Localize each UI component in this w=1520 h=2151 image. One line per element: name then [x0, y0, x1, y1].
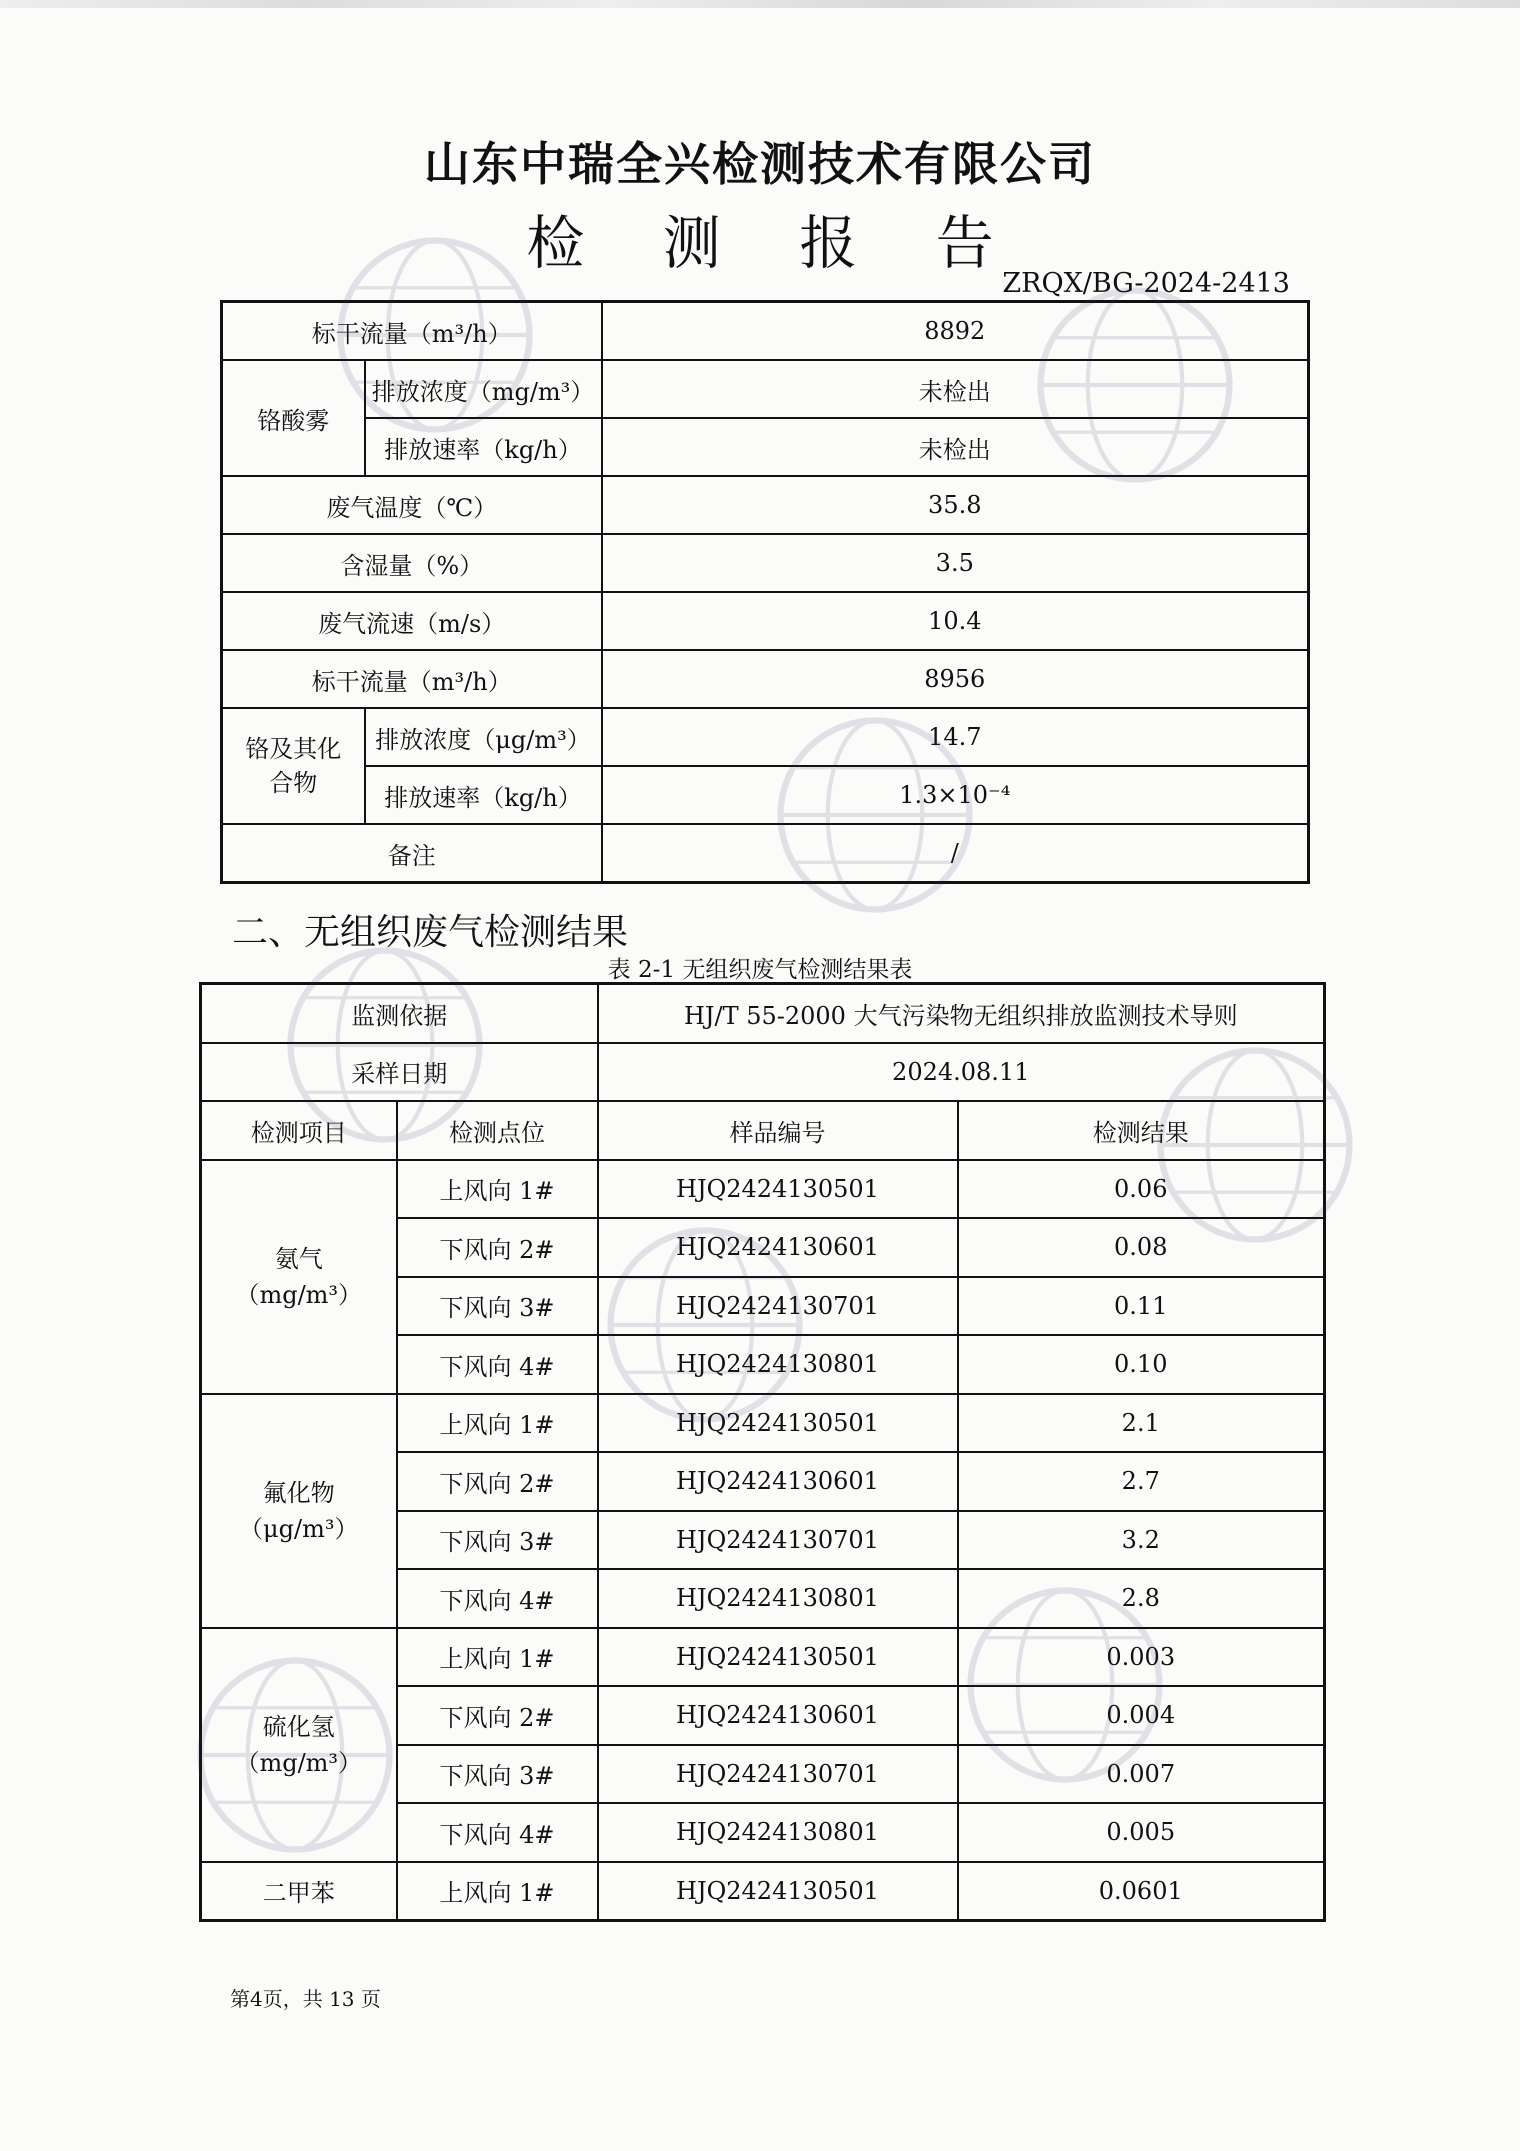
table-row [222, 534, 1309, 592]
sample-id-cell: HJQ2424130801 [598, 1803, 958, 1862]
table-row [222, 476, 1309, 534]
table-row [222, 418, 1309, 476]
sample-id-cell: HJQ2424130801 [598, 1569, 958, 1628]
result-cell: 0.11 [958, 1277, 1325, 1336]
result-cell: 0.005 [958, 1803, 1325, 1862]
table-row [222, 824, 1309, 883]
item-unit: （mg/m³） [235, 1748, 363, 1777]
param-value: 35.8 [602, 476, 1309, 534]
item-unit: （μg/m³） [239, 1514, 359, 1543]
result-cell: 2.1 [958, 1394, 1325, 1453]
item-name: 氟化物 [262, 1478, 335, 1507]
table-caption: 表 2-1 无组织废气检测结果表 [607, 957, 913, 983]
column-header: 样品编号 [598, 1101, 958, 1160]
fugitive-results-table [199, 982, 1326, 1922]
basis-label: 监测依据 [201, 984, 598, 1043]
sample-id-cell: HJQ2424130601 [598, 1686, 958, 1745]
point-cell: 下风向 4# [397, 1569, 598, 1628]
column-header: 检测点位 [397, 1101, 598, 1160]
table-row [201, 1628, 1325, 1687]
result-cell: 0.004 [958, 1686, 1325, 1745]
table-row [201, 1394, 1325, 1453]
param-label: 排放速率（kg/h） [365, 418, 602, 476]
point-cell: 下风向 2# [397, 1218, 598, 1277]
table-row [222, 766, 1309, 824]
point-cell: 上风向 1# [397, 1160, 598, 1219]
table-row [222, 302, 1309, 361]
item-cell [201, 1394, 397, 1628]
param-value: 3.5 [602, 534, 1309, 592]
sample-id-cell: HJQ2424130601 [598, 1218, 958, 1277]
point-cell: 下风向 4# [397, 1335, 598, 1394]
sample-id-cell: HJQ2424130501 [598, 1394, 958, 1453]
result-cell: 0.10 [958, 1335, 1325, 1394]
item-cell [201, 1628, 397, 1862]
table-row [222, 592, 1309, 650]
table-row [201, 984, 1325, 1043]
remarks-label: 备注 [222, 824, 602, 883]
item-name: 硫化氢 [262, 1712, 335, 1741]
param-value: 1.3×10⁻⁴ [602, 766, 1309, 824]
param-value: 未检出 [602, 360, 1309, 418]
item-cell: 二甲苯 [201, 1862, 397, 1921]
result-cell: 2.8 [958, 1569, 1325, 1628]
table-row [222, 708, 1309, 766]
section-heading: 二、无组织废气检测结果 [232, 912, 629, 953]
page-number: 第4页，共 13 页 [230, 1987, 381, 2011]
exhaust-params-table [220, 300, 1310, 884]
sample-id-cell: HJQ2424130701 [598, 1277, 958, 1336]
point-cell: 上风向 1# [397, 1394, 598, 1453]
point-cell: 下风向 3# [397, 1277, 598, 1336]
sample-id-cell: HJQ2424130801 [598, 1335, 958, 1394]
column-header: 检测结果 [958, 1101, 1325, 1160]
date-label: 采样日期 [201, 1043, 598, 1102]
item-unit: （mg/m³） [235, 1280, 363, 1309]
column-header: 检测项目 [201, 1101, 397, 1160]
sample-id-cell: HJQ2424130701 [598, 1511, 958, 1570]
table-row [201, 1160, 1325, 1219]
param-value: 8892 [602, 302, 1309, 361]
result-cell: 0.003 [958, 1628, 1325, 1687]
param-value: 10.4 [602, 592, 1309, 650]
param-label: 标干流量（m³/h） [222, 650, 602, 708]
date-value: 2024.08.11 [598, 1043, 1325, 1102]
company-name: 山东中瑞全兴检测技术有限公司 [424, 137, 1096, 191]
sample-id-cell: HJQ2424130501 [598, 1160, 958, 1219]
result-cell: 0.007 [958, 1745, 1325, 1804]
table-row [201, 1862, 1325, 1921]
point-cell: 上风向 1# [397, 1628, 598, 1687]
report-number: ZRQX/BG-2024-2413 [1002, 268, 1290, 299]
table-row [201, 1043, 1325, 1102]
sample-id-cell: HJQ2424130601 [598, 1452, 958, 1511]
param-value: 14.7 [602, 708, 1309, 766]
sample-id-cell: HJQ2424130501 [598, 1862, 958, 1921]
table-header-row [201, 1101, 1325, 1160]
param-value: 未检出 [602, 418, 1309, 476]
sample-id-cell: HJQ2424130701 [598, 1745, 958, 1804]
point-cell: 下风向 2# [397, 1452, 598, 1511]
sample-id-cell: HJQ2424130501 [598, 1628, 958, 1687]
param-label: 标干流量（m³/h） [222, 302, 602, 361]
basis-value: HJ/T 55-2000 大气污染物无组织排放监测技术导则 [598, 984, 1325, 1043]
result-cell: 3.2 [958, 1511, 1325, 1570]
point-cell: 下风向 2# [397, 1686, 598, 1745]
param-label: 废气流速（m/s） [222, 592, 602, 650]
param-value: 8956 [602, 650, 1309, 708]
result-cell: 0.06 [958, 1160, 1325, 1219]
pollutant-group: 铬及其化合物 [222, 708, 365, 824]
table-row [222, 360, 1309, 418]
report-title: 检 测 报 告 [526, 209, 1024, 277]
point-cell: 上风向 1# [397, 1862, 598, 1921]
result-cell: 2.7 [958, 1452, 1325, 1511]
param-label: 排放浓度（mg/m³） [365, 360, 602, 418]
point-cell: 下风向 3# [397, 1745, 598, 1804]
point-cell: 下风向 4# [397, 1803, 598, 1862]
scan-edge [0, 0, 1520, 8]
table-row [222, 650, 1309, 708]
param-label: 含湿量（%） [222, 534, 602, 592]
param-label: 排放浓度（μg/m³） [365, 708, 602, 766]
result-cell: 0.0601 [958, 1862, 1325, 1921]
item-name: 氨气 [274, 1244, 323, 1273]
param-label: 排放速率（kg/h） [365, 766, 602, 824]
remarks-value: / [602, 824, 1309, 883]
item-cell [201, 1160, 397, 1394]
param-label: 废气温度（℃） [222, 476, 602, 534]
pollutant-group: 铬酸雾 [222, 360, 365, 476]
result-cell: 0.08 [958, 1218, 1325, 1277]
point-cell: 下风向 3# [397, 1511, 598, 1570]
